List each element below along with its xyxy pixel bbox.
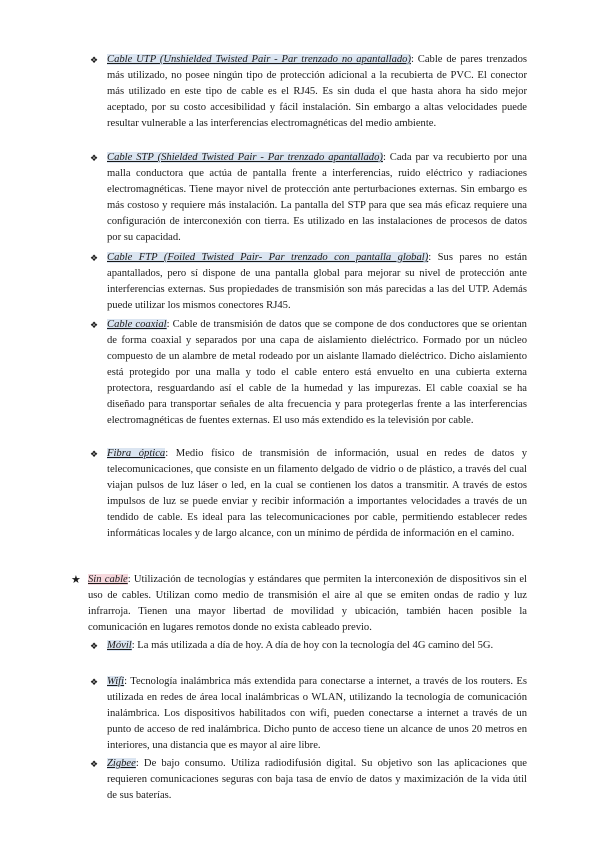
term-cable-ftp: Cable FTP (Foiled Twisted Pair- Par trenzado con pantalla global) <box>107 252 429 263</box>
description-fibra-optica: : Medio físico de transmisión de información, usual en redes de datos y telecomunicaciones, que consiste en un filamento delgado de vidrio o de plástico, a través del cual viajan pulsos de luz láser o led, en la cual se contienen los datos a transmitir. A través de estos impulsos de luz se puede enviar y recibir información a importantes velocidades a través de un tendido de cable. Es ideal para las telecomunicaciones por cable, permitiendo establecer redes informáticas locales y de largo alcance, con un mínimo de pérdida de información en el camino. <box>107 448 527 539</box>
term-zigbee: Zigbee <box>107 758 136 769</box>
star-bullet-icon: ★ <box>71 574 81 586</box>
description-cable-stp: : Cada par va recubierto por una malla conductora que actúa de pantalla frente a interferencias, ruido eléctrico y radiaciones electromagnéticas. Tiene mayor nivel de protección ante perturbaciones externas. Sin embargo es más costoso y requiere más instalación. La pantalla del STP para que sea más eficaz requiere una configuración de interconexión con tierra. Es utilizado en las instalaciones de procesos de datos por su capacidad. <box>107 152 528 243</box>
diamond-bullet-icon: ❖ <box>90 641 99 651</box>
description-sin-cable: : Utilización de tecnologías y estándares que permiten la interconexión de dispositivos sin el uso de cables. Utilizan como medio de transmisión el aire al que se emiten ondas de radio y luz infrarroja. Tienen una mayor libertad de movilidad y ubicación, también hacen posible la comunicación en lugares remotos donde no exista cableado previo. <box>88 574 527 633</box>
list-item-cable-ftp <box>90 250 527 314</box>
description-wifi: : Tecnología inalámbrica más extendida para conectarse a internet, a través de los routers. Es utilizada en redes de área local inalámbricas o WLAN, utilizando la tecnología de comunicación inalámbrica. Los dispositivos habilitados con wifi, pueden conectarse a internet a través de un punto de acceso de red inalámbrica. Dicho punto de acceso tiene un alcance de unos 20 metros en interiores, una distancia que es mayor al aire libre. <box>107 676 527 751</box>
diamond-bullet-icon: ❖ <box>90 253 99 263</box>
list-item-zigbee <box>90 756 527 804</box>
term-cable-coaxial: Cable coaxial <box>107 319 167 330</box>
term-cable-utp: Cable UTP (Unshielded Twisted Pair - Par trenzado no apantallado) <box>107 54 411 65</box>
list-item-cable-stp <box>90 150 528 246</box>
list-item-sin-cable <box>71 572 527 636</box>
term-fibra-optica: Fibra óptica <box>107 448 166 459</box>
list-item-cable-utp <box>90 52 527 132</box>
description-cable-coaxial: : Cable de transmisión de datos que se compone de dos conductores que se orientan de forma coaxial y separados por una capa de aislamiento dieléctrico. Formado por un núcleo compuesto de un alambre de metal rodeado por un aislante llamado dieléctrico. Dicho aislamiento está protegido por una malla y todo el cable entero está envuelto en una cubierta externa protectora, resguardando así el cable de la humedad y las impurezas. El cable coaxial se ha diseñado para transportar señales de alta frecuencia y para protegerlas frente a las interferencias electromagnéticas de fuentes externas. El uso más extendido es la televisión por cable. <box>107 319 527 426</box>
term-sin-cable: Sin cable <box>88 574 128 585</box>
term-movil: Móvil <box>107 640 132 651</box>
list-item-fibra-optica <box>90 446 527 542</box>
diamond-bullet-icon: ❖ <box>90 153 99 163</box>
diamond-bullet-icon: ❖ <box>90 320 99 330</box>
list-item-movil <box>90 638 527 654</box>
diamond-bullet-icon: ❖ <box>90 449 99 459</box>
description-cable-ftp: : Sus pares no están apantallados, pero sí dispone de una pantalla global para mejorar su nivel de protección ante interferencias externas. Sus propiedades de transmisión son más parecidas a las del UTP. Además puede utilizar los mismos conectores RJ45. <box>107 252 527 311</box>
diamond-bullet-icon: ❖ <box>90 759 99 769</box>
diamond-bullet-icon: ❖ <box>90 55 99 65</box>
description-cable-utp: : Cable de pares trenzados más utilizado, no posee ningún tipo de protección adicional a la recubierta de PVC. El conector más utilizado en este tipo de cable es el RJ45. Es sin duda el que hasta ahora ha sido mejor aceptado, por su costo accesibilidad y fácil instalación. Sin embargo a altas velocidades puede resultar vulnerable a las interferencias electromagnéticas del medio ambiente. <box>107 54 527 129</box>
term-cable-stp: Cable STP (Shielded Twisted Pair - Par trenzado apantallado) <box>107 152 383 163</box>
description-movil: : La más utilizada a día de hoy. A día de hoy con la tecnología del 4G camino del 5G. <box>131 640 494 651</box>
description-zigbee: : De bajo consumo. Utiliza radiodifusión digital. Su objetivo son las aplicaciones que requieren comunicaciones seguras con baja tasa de envío de datos y maximización de la vida útil de sus baterías. <box>107 758 527 801</box>
list-item-wifi <box>90 674 527 754</box>
term-wifi: Wifi <box>107 676 125 687</box>
list-item-cable-coaxial <box>90 317 527 429</box>
diamond-bullet-icon: ❖ <box>90 677 99 687</box>
